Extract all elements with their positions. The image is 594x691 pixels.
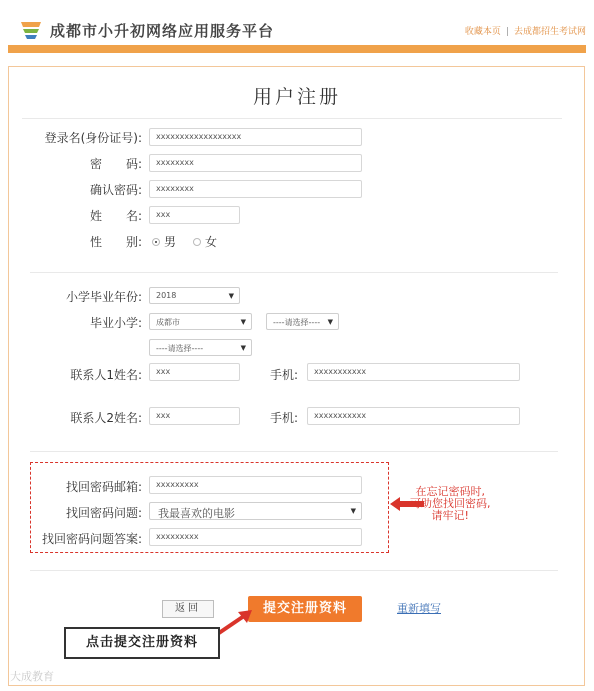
confirm-password-label: 确认密码: xyxy=(89,183,142,197)
header-accent-bar xyxy=(8,45,586,53)
recovery-note xyxy=(410,486,491,522)
gender-male-radio[interactable] xyxy=(152,238,160,246)
recovery-answer-label: 找回密码问题答案: xyxy=(41,532,142,546)
school-select[interactable] xyxy=(149,339,252,356)
arrow-up-right-icon xyxy=(214,608,254,638)
password-label: 密 码: xyxy=(89,157,142,171)
login-input[interactable]: xxxxxxxxxxxxxxxxxx xyxy=(149,128,362,146)
submit-callout: 点击提交注册资料 xyxy=(64,627,220,659)
back-button[interactable]: 返回 xyxy=(162,600,214,618)
chevron-down-icon: ▼ xyxy=(228,292,234,300)
bookmark-link[interactable]: 收藏本页 xyxy=(464,27,501,37)
page-title: 用户注册 xyxy=(252,86,341,108)
recovery-note-line: 请牢记! xyxy=(431,509,469,522)
section-divider xyxy=(30,570,558,571)
recovery-question-select[interactable] xyxy=(149,502,362,520)
submit-registration-button[interactable]: 提交注册资料 xyxy=(248,596,362,622)
name-label: 姓 名: xyxy=(89,209,142,223)
chevron-down-icon: ▼ xyxy=(350,507,356,515)
gender-female-radio[interactable] xyxy=(193,238,201,246)
contact2-name-label: 联系人2姓名: xyxy=(70,411,142,425)
recovery-note-line: 可助您找回密码, xyxy=(410,497,491,510)
recovery-question-label: 找回密码问题: xyxy=(65,506,142,520)
section-divider xyxy=(30,272,558,273)
gender-label: 性 别: xyxy=(89,235,142,249)
section-divider xyxy=(30,451,558,452)
header-links: 收藏本页 | 去成都招生考试网 xyxy=(464,27,586,37)
contact1-phone-label: 手机: xyxy=(269,368,298,382)
confirm-password-input[interactable]: xxxxxxxx xyxy=(149,180,362,198)
exam-site-link[interactable]: 去成都招生考试网 xyxy=(513,27,586,37)
contact2-phone-input[interactable]: xxxxxxxxxxx xyxy=(307,407,520,425)
name-input[interactable]: xxx xyxy=(149,206,240,224)
gender-female-label: 女 xyxy=(205,235,218,249)
contact1-phone-input[interactable]: xxxxxxxxxxx xyxy=(307,363,520,381)
gender-male-label: 男 xyxy=(164,235,177,249)
chevron-down-icon: ▼ xyxy=(240,318,246,326)
contact1-name-input[interactable]: xxx xyxy=(149,363,240,381)
grad-year-value: 2018 xyxy=(156,291,177,300)
recovery-email-label: 找回密码邮箱: xyxy=(65,480,142,494)
school-label: 毕业小学: xyxy=(89,316,142,330)
contact2-name-input[interactable]: xxx xyxy=(149,407,240,425)
city-value: 成都市 xyxy=(156,318,180,327)
recovery-note-line: 在忘记密码时, xyxy=(415,485,485,498)
watermark: 大成教育 xyxy=(10,670,54,683)
contact2-phone-label: 手机: xyxy=(269,411,298,425)
login-label: 登录名(身份证号): xyxy=(44,131,142,145)
logo-icon xyxy=(20,20,42,40)
recovery-email-input[interactable]: xxxxxxxxx xyxy=(149,476,362,494)
recovery-answer-input[interactable]: xxxxxxxxx xyxy=(149,528,362,546)
district-select[interactable] xyxy=(266,313,339,330)
chevron-down-icon: ▼ xyxy=(240,344,246,352)
site-title: 成都市小升初网络应用服务平台 xyxy=(50,22,275,40)
title-divider xyxy=(22,118,562,119)
city-select[interactable] xyxy=(149,313,252,330)
password-input[interactable]: xxxxxxxx xyxy=(149,154,362,172)
chevron-down-icon: ▼ xyxy=(327,318,333,326)
district-value: ----请选择---- xyxy=(273,318,321,327)
contact1-name-label: 联系人1姓名: xyxy=(70,368,142,382)
school-value: ----请选择---- xyxy=(156,344,204,353)
grad-year-label: 小学毕业年份: xyxy=(65,290,142,304)
recovery-question-value: 我最喜欢的电影 xyxy=(158,507,235,520)
grad-year-select[interactable] xyxy=(149,287,240,304)
reset-form-link[interactable]: 重新填写 xyxy=(397,602,441,615)
